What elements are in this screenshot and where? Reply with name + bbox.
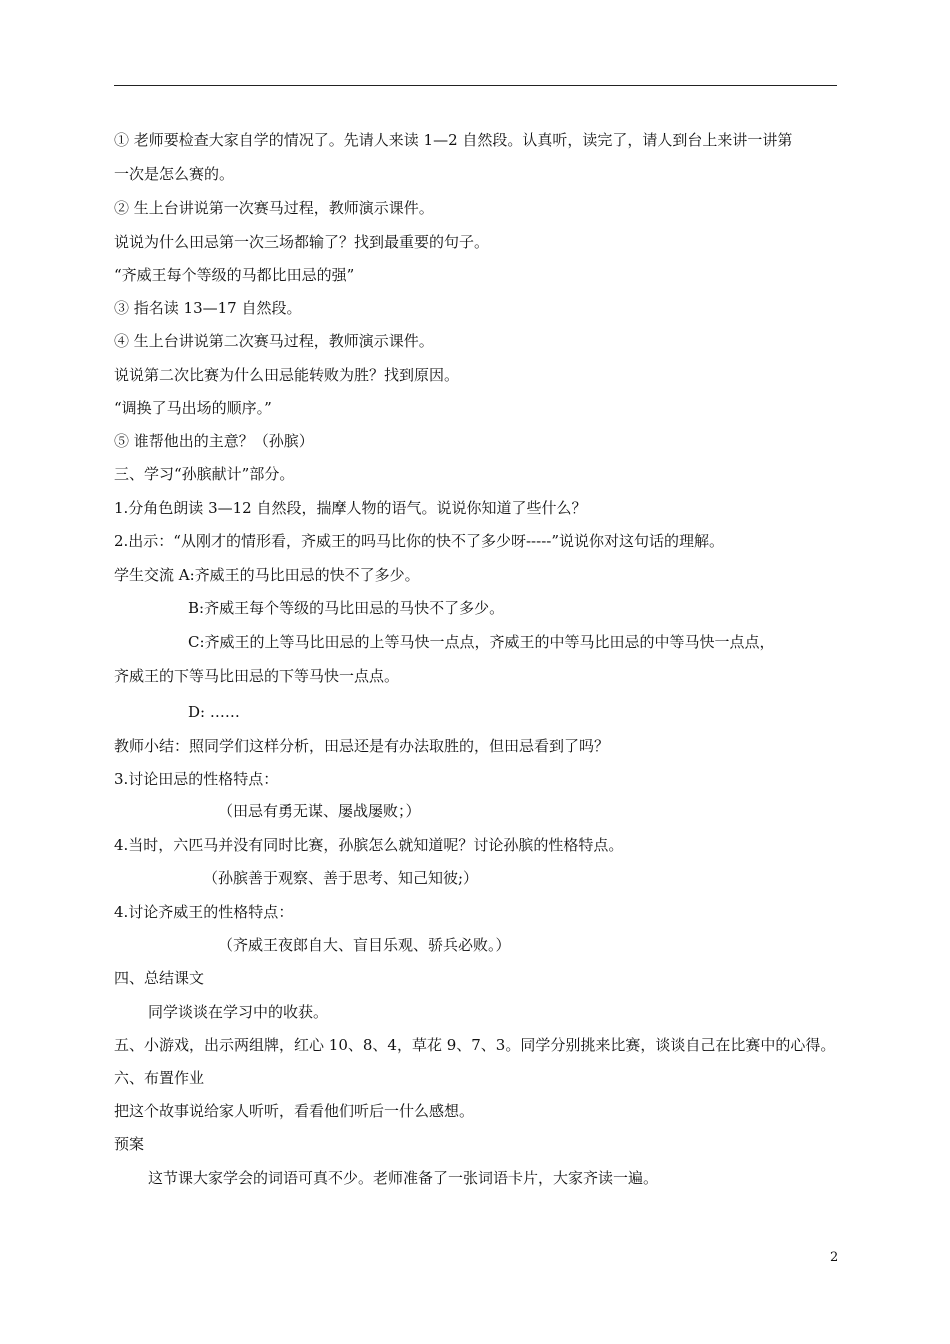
text-line: B:齐威王每个等级的马比田忌的马快不了多少。 <box>188 599 505 617</box>
section-heading: 预案 <box>114 1135 145 1153</box>
section-heading: 五、小游戏，出示两组牌，红心 10、8、4，草花 9、7、3。同学分别挑来比赛，谈谈自己在比赛中的心得。 <box>114 1036 836 1054</box>
section-heading: 四、总结课文 <box>114 969 205 987</box>
text-line: 3.讨论田忌的性格特点： <box>114 770 279 788</box>
text-line: 同学谈谈在学习中的收获。 <box>148 1003 329 1021</box>
text-line: ② 生上台讲说第一次赛马过程，教师演示课件。 <box>114 199 434 217</box>
text-line: （田忌有勇无谋、屡战屡败；） <box>218 802 421 820</box>
text-line: D: …… <box>188 703 240 721</box>
text-line: “齐威王每个等级的马都比田忌的强” <box>114 266 355 284</box>
text-line: 说说第二次比赛为什么田忌能转败为胜？找到原因。 <box>114 366 460 384</box>
text-line: ① 老师要检查大家自学的情况了。先请人来读 1—2 自然段。认真听，读完了，请人到台上来讲一讲第 <box>114 131 793 149</box>
text-line: C:齐威王的上等马比田忌的上等马快一点点，齐威王的中等马比田忌的中等马快一点点， <box>188 633 775 651</box>
text-line: ③ 指名读 13—17 自然段。 <box>114 299 302 317</box>
text-line: 把这个故事说给家人听听，看看他们听后一什么感想。 <box>114 1102 475 1120</box>
text-line: ⑤ 谁帮他出的主意？（孙膑） <box>114 432 314 450</box>
text-line: 这节课大家学会的词语可真不少。老师准备了一张词语卡片，大家齐读一遍。 <box>148 1169 659 1187</box>
text-line: 2.出示：“从刚才的情形看，齐威王的吗马比你的快不了多少呀-----”说说你对这句话的理解。 <box>114 532 724 550</box>
text-line: 1.分角色朗读 3—12 自然段，揣摩人物的语气。说说你知道了些什么？ <box>114 499 587 517</box>
text-line: “调换了马出场的顺序。” <box>114 399 272 417</box>
text-line: 说说为什么田忌第一次三场都输了？找到最重要的句子。 <box>114 233 490 251</box>
text-line: 教师小结：照同学们这样分析，田忌还是有办法取胜的，但田忌看到了吗？ <box>114 737 610 755</box>
text-line: ④ 生上台讲说第二次赛马过程，教师演示课件。 <box>114 332 434 350</box>
section-heading: 三、学习“孙膑献计”部分。 <box>114 465 295 483</box>
section-heading: 六、布置作业 <box>114 1069 205 1087</box>
header-rule <box>114 85 837 86</box>
text-line: 4.讨论齐威王的性格特点： <box>114 903 294 921</box>
text-line: 学生交流 A:齐威王的马比田忌的快不了多少。 <box>114 566 420 584</box>
text-line: 4.当时，六匹马并没有同时比赛，孙膑怎么就知道呢？讨论孙膑的性格特点。 <box>114 836 624 854</box>
page-number: 2 <box>830 1250 839 1265</box>
text-line: （孙膑善于观察、善于思考、知己知彼;） <box>203 869 479 887</box>
text-line: 齐威王的下等马比田忌的下等马快一点点。 <box>114 667 400 685</box>
text-line: 一次是怎么赛的。 <box>114 165 235 183</box>
text-line: （齐威王夜郎自大、盲目乐观、骄兵必败。） <box>218 936 511 954</box>
